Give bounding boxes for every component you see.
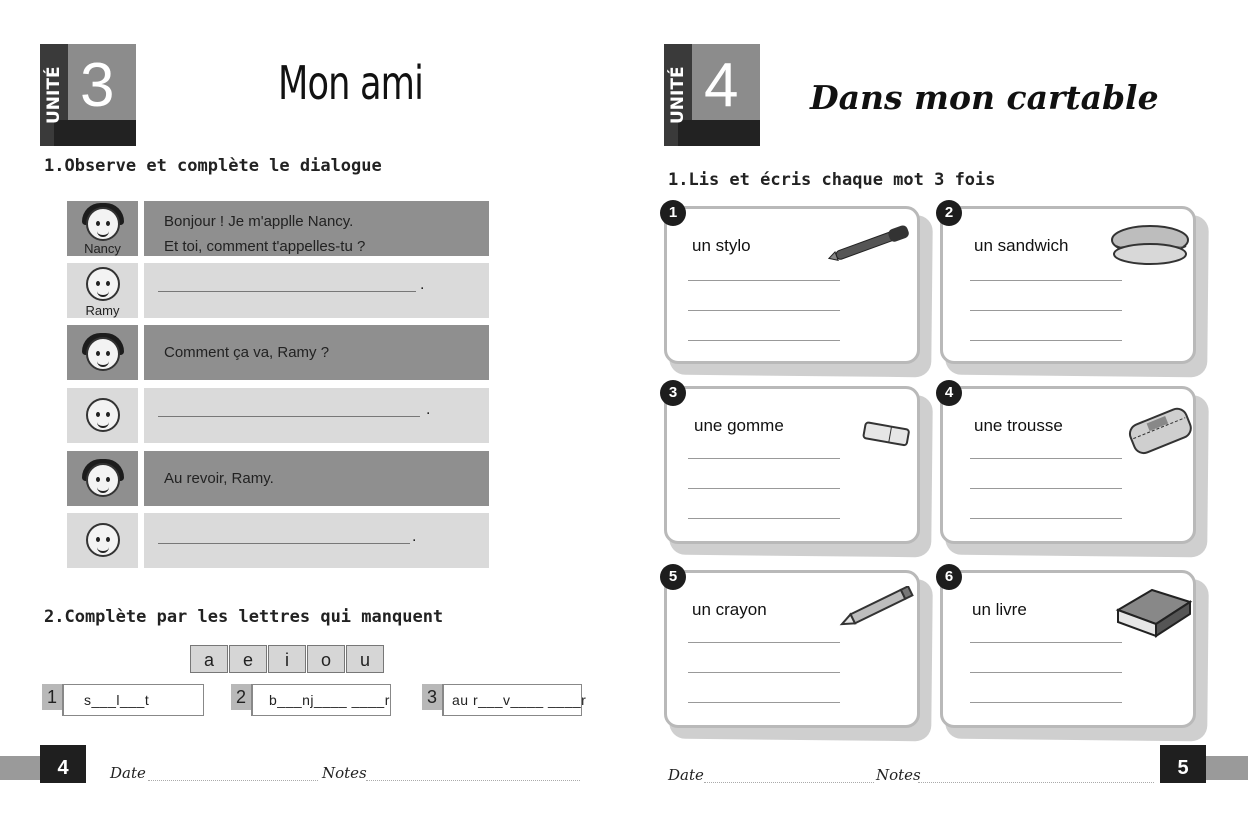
answer-line[interactable]	[158, 291, 416, 292]
pencil-case-icon	[1124, 402, 1196, 458]
speaker-name: Ramy	[85, 303, 120, 318]
dialogue-row	[67, 325, 489, 380]
letter-tile: a	[190, 645, 228, 673]
date-label: Date	[110, 764, 146, 782]
missing-letters-word[interactable]: 3 au r___v____ ____r	[422, 684, 582, 716]
sandwich-icon	[1108, 220, 1194, 270]
answer-line[interactable]	[158, 543, 410, 544]
nancy-avatar	[67, 451, 138, 506]
unit-number: 4	[704, 51, 739, 120]
writing-line[interactable]	[970, 310, 1122, 311]
letter-tile: o	[307, 645, 345, 673]
dialogue-line: Comment ça va, Ramy ?	[164, 344, 330, 361]
exercise-2-heading: 2.Complète par les lettres qui manquent	[44, 607, 444, 627]
exercise-1-heading: 1.Lis et écris chaque mot 3 fois	[668, 170, 996, 190]
nancy-avatar	[67, 201, 138, 256]
card-number: 1	[660, 200, 686, 226]
writing-line[interactable]	[970, 488, 1122, 489]
card-word: une trousse	[974, 416, 1063, 435]
vocab-card	[940, 386, 1202, 550]
card-number: 2	[936, 200, 962, 226]
vocab-card	[940, 206, 1202, 370]
letter-bank	[190, 645, 386, 675]
card-word: un sandwich	[974, 236, 1069, 255]
notes-line[interactable]	[366, 780, 580, 781]
letter-tile: i	[268, 645, 306, 673]
dialogue-line: Bonjour ! Je m'applle Nancy. Et toi, comment t'appelles-tu ?	[164, 213, 366, 255]
unit-badge	[664, 44, 760, 146]
speaker-name: Nancy	[84, 241, 121, 256]
writing-line[interactable]	[688, 642, 840, 643]
right-page	[624, 0, 1248, 822]
writing-line[interactable]	[688, 458, 840, 459]
writing-line[interactable]	[970, 642, 1122, 643]
writing-line[interactable]	[970, 340, 1122, 341]
unit-word: UNITÉ	[668, 66, 688, 124]
ramy-avatar	[67, 388, 138, 443]
dialogue-row: Ramy .	[67, 263, 489, 318]
vocab-card	[664, 386, 926, 550]
dialogue-row: .	[67, 513, 489, 568]
pencil-icon	[836, 586, 918, 628]
card-number: 5	[660, 564, 686, 590]
book-icon	[1110, 580, 1194, 642]
writing-line[interactable]	[970, 672, 1122, 673]
nancy-avatar	[67, 325, 138, 380]
card-number: 6	[936, 564, 962, 590]
dialogue-row	[67, 451, 489, 506]
unit-word: UNITÉ	[44, 66, 64, 124]
card-word: une gomme	[694, 416, 784, 435]
date-line[interactable]	[148, 780, 318, 781]
missing-letters-word[interactable]: 1 s___l___t	[42, 684, 204, 716]
exercise-1-heading: 1.Observe et complète le dialogue	[44, 156, 382, 176]
answer-line[interactable]	[158, 416, 420, 417]
writing-line[interactable]	[970, 458, 1122, 459]
page-number: 5	[1160, 745, 1206, 783]
writing-line[interactable]	[970, 280, 1122, 281]
writing-line[interactable]	[688, 488, 840, 489]
vocab-card	[664, 206, 926, 370]
card-number: 3	[660, 380, 686, 406]
vocab-card	[940, 570, 1202, 734]
card-number: 4	[936, 380, 962, 406]
card-word: un livre	[972, 600, 1027, 619]
eraser-icon	[860, 418, 914, 452]
dialogue-row: .	[67, 388, 489, 443]
page-title: Dans mon cartable	[810, 78, 1159, 117]
letter-tile: e	[229, 645, 267, 673]
writing-line[interactable]	[688, 340, 840, 341]
page-number: 4	[40, 745, 86, 783]
page-title: Mon ami	[278, 56, 423, 110]
notes-label: Notes	[322, 764, 367, 782]
missing-letters-word[interactable]: 2 b___nj____ ____r	[231, 684, 391, 716]
vocab-card	[664, 570, 926, 734]
date-line[interactable]	[704, 782, 874, 783]
notes-label: Notes	[876, 766, 921, 784]
writing-line[interactable]	[688, 518, 840, 519]
pen-icon	[828, 220, 920, 264]
dialogue-row	[67, 201, 489, 256]
notes-line[interactable]	[918, 782, 1154, 783]
unit-badge	[40, 44, 136, 146]
ramy-avatar	[67, 513, 138, 568]
ramy-avatar	[67, 263, 138, 318]
writing-line[interactable]	[970, 702, 1122, 703]
writing-line[interactable]	[688, 672, 840, 673]
writing-line[interactable]	[970, 518, 1122, 519]
writing-line[interactable]	[688, 280, 840, 281]
dialogue-line: Au revoir, Ramy.	[164, 470, 274, 487]
writing-line[interactable]	[688, 702, 840, 703]
card-word: un stylo	[692, 236, 751, 255]
card-word: un crayon	[692, 600, 767, 619]
unit-number: 3	[80, 51, 115, 120]
letter-tile: u	[346, 645, 384, 673]
date-label: Date	[668, 766, 704, 784]
writing-line[interactable]	[688, 310, 840, 311]
